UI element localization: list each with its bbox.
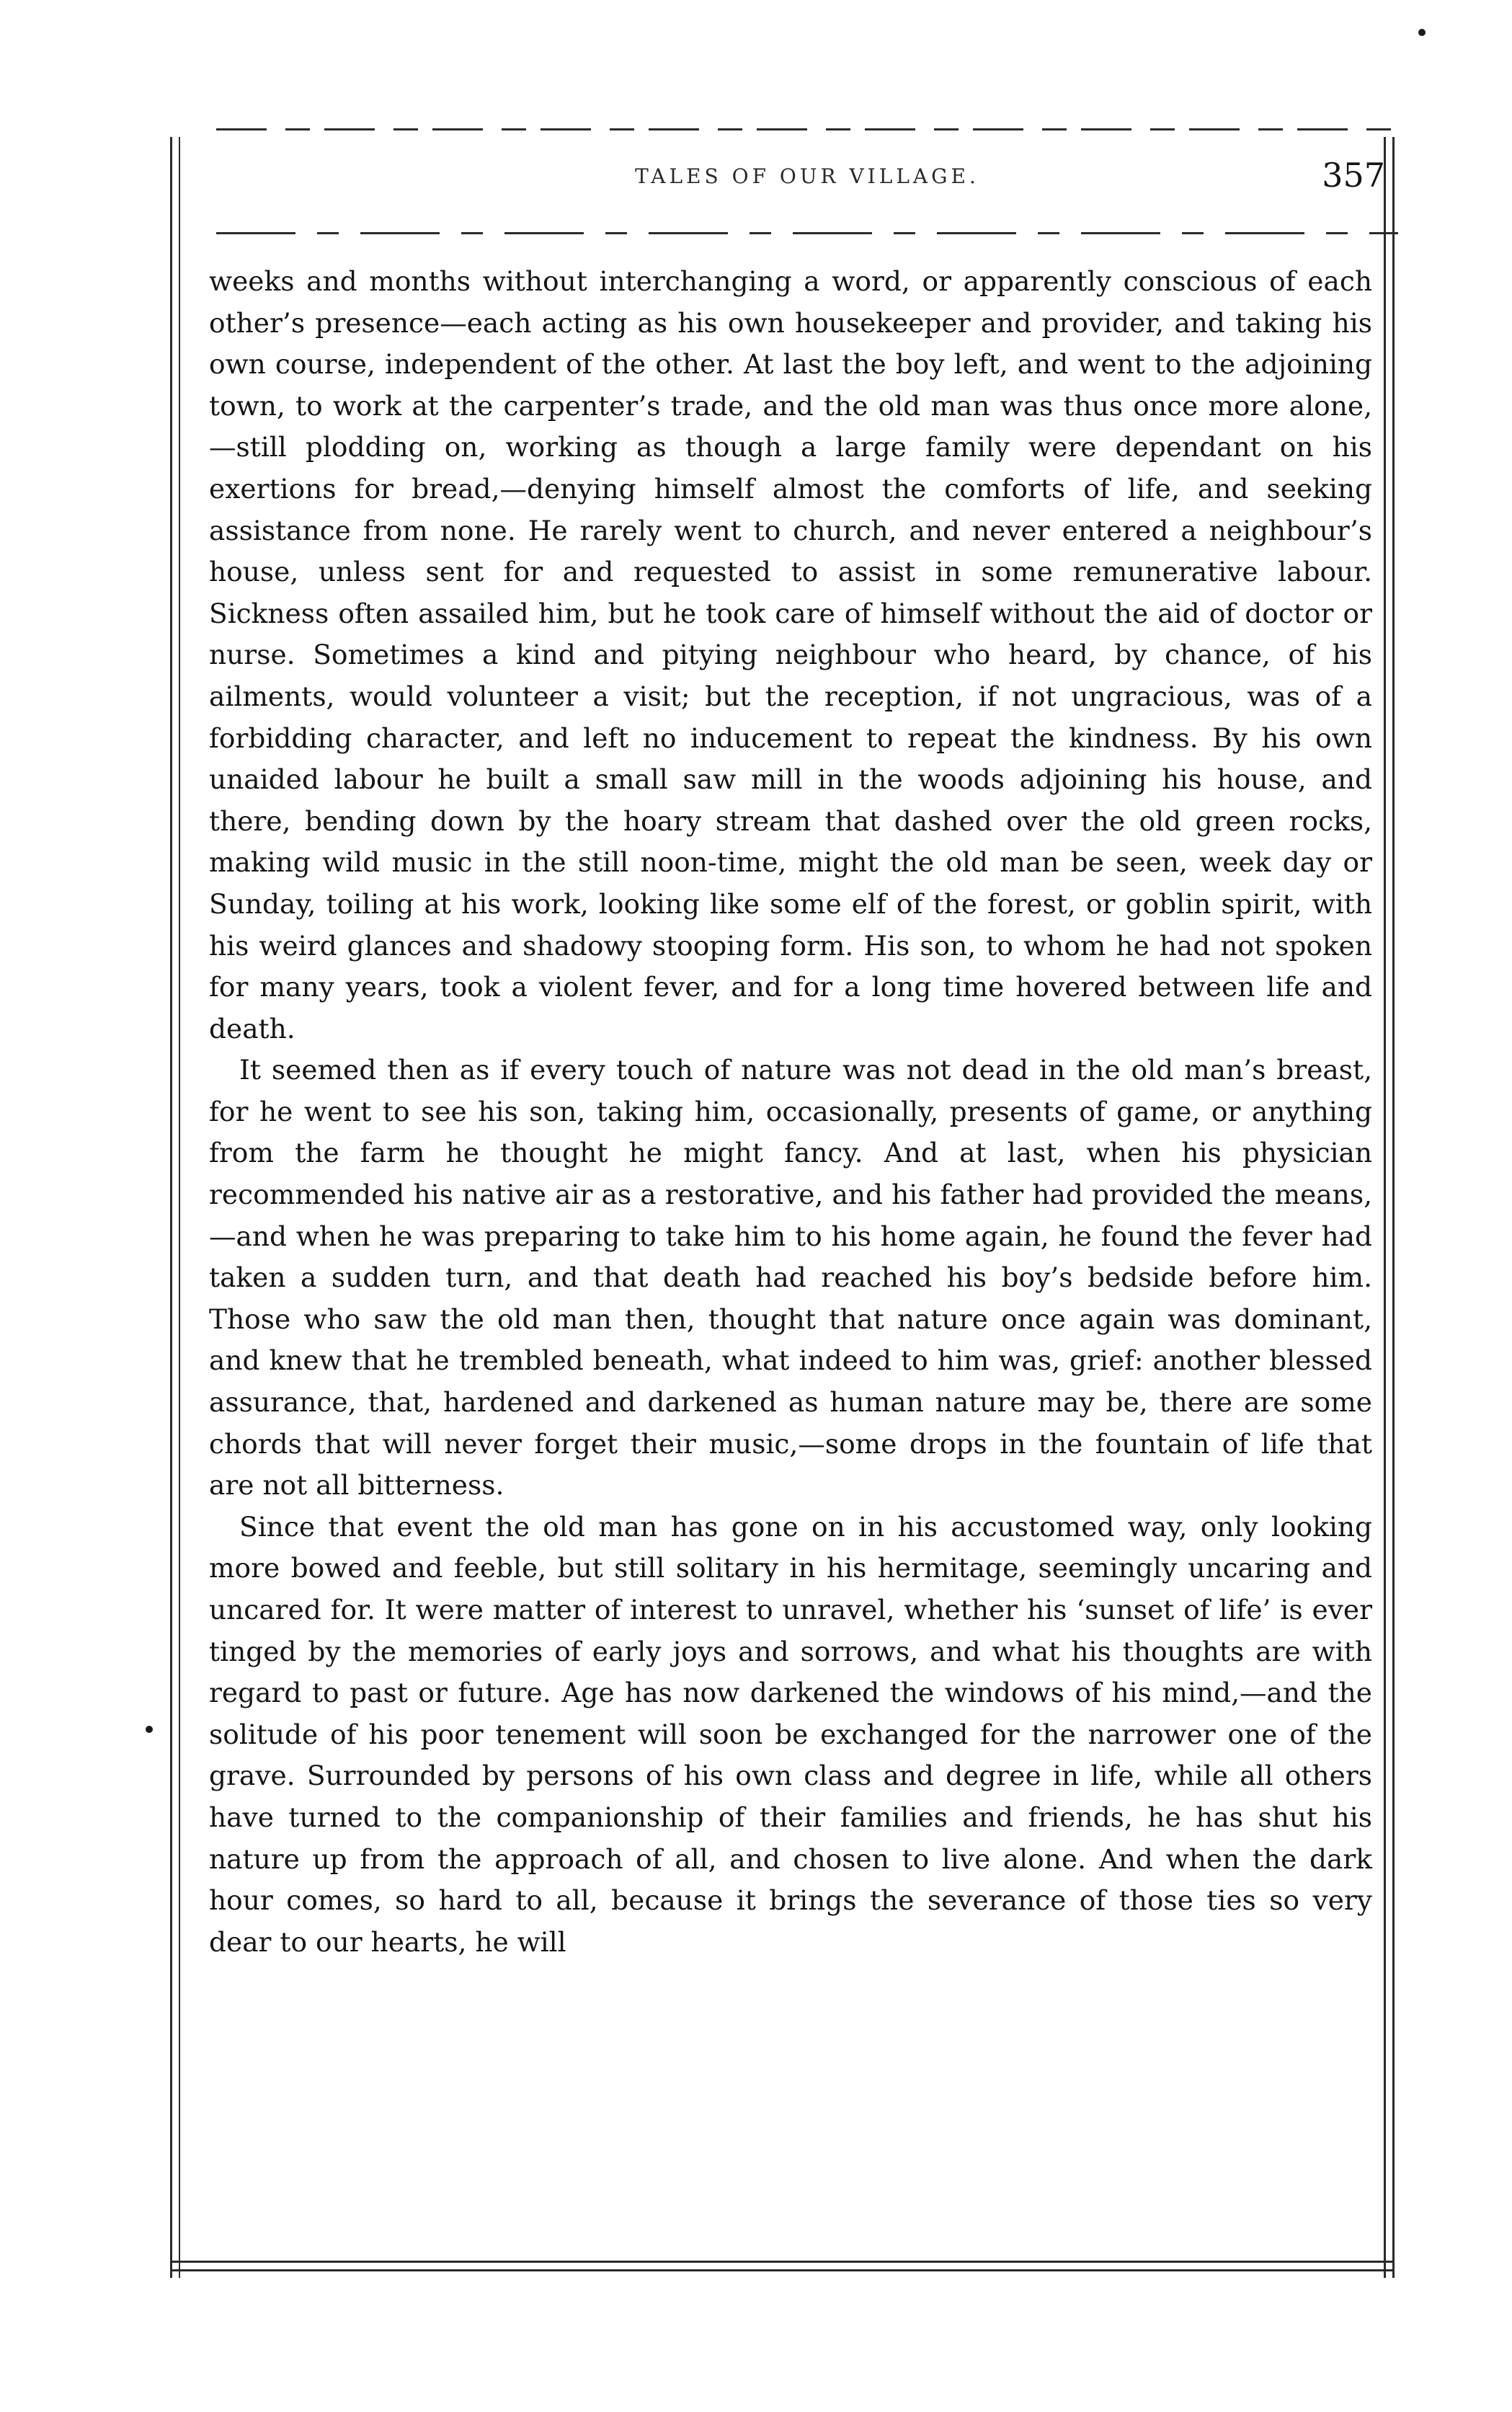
paragraph: Since that event the old man has gone on in his accustomed way, only looking more bowed and feeble, but still solitary in his hermitage, seemingly uncaring and uncared for. It were matter of interest to unravel, whether his ‘sunset of life’ is ever tinged by the memories of early joys and sorrows, and what his thoughts are with regard to past or future. Age has now darkened the windows of his mind,—and the solitude of his poor tenement will soon be exchanged for the narrower one of the grave. Surrounded by persons of his own class and degree in life, while all others have turned to the companionship of their families and friends, he has shut his nature up from the approach of all, and chosen to live alone. And when the dark hour comes, so hard to all, because it brings the severance of those ties so very dear to our hearts, he will [209, 1510, 1372, 1958]
page-number: 357 [1322, 156, 1385, 195]
left-border-rule [170, 137, 172, 2278]
running-head [216, 151, 1398, 216]
right-inner-border-rule [1384, 137, 1386, 2278]
paragraph: It seemed then as if every touch of nature was not dead in the old man’s breast, for he went to see his son, taking him, occasionally, presents of game, or anything from the farm he thought he might fancy. And at last, when his physician recommended his native air as a restorative, and his father had provided the means,—and when he was preparing to take him to his home again, he found the fever had taken a sudden turn, and that death had reached his boy’s bedside before him. Those who saw the old man then, thought that nature once again was dominant, and knew that he trembled beneath, what indeed to him was, grief: another blessed assurance, that, hardened and darkened as human nature may be, there are some chords that will never forget their music,—some drops in the fountain of life that are not all bitterness. [209, 1054, 1372, 1502]
left-inner-border-rule [179, 137, 180, 2278]
bottom-border-rule [170, 2269, 1395, 2271]
bottom-inner-border-rule [170, 2261, 1395, 2263]
header-top-rule [216, 128, 1398, 130]
right-border-rule [1392, 137, 1395, 2278]
print-speck [1418, 29, 1426, 36]
paragraph-continued: weeks and months without interchanging a word, or apparently conscious of each other’s presence—each acting as his own housekeeper and provider, and taking his own course, independent of the other. At last the boy left, and went to the adjoining town, to work at the carpenter’s trade, and the old man was thus once more alone,—still plodding on, working as though a large family were dependant on his exertions for bread,—denying himself almost the comforts of life, and seeking assistance from none. He rarely went to church, and never entered a neighbour’s house, unless sent for and requested to assist in some remunerative labour. Sickness often assailed him, but he took care of himself without the aid of doctor or nurse. Sometimes a kind and pitying neighbour who heard, by chance, of his ailments, would volunteer a visit; but the reception, if not ungracious, was of a forbidding character, and left no inducement to repeat the kindness. By his own unaided labour he built a small saw mill in the woods adjoining his house, and there, bending down by the hoary stream that dashed over the old green rocks, making wild music in the still noon-time, might the old man be seen, week day or Sunday, toiling at his work, looking like some elf of the forest, or goblin spirit, with his weird glances and shadowy stooping form. His son, to whom he had not spoken for many years, took a violent fever, and for a long time hovered between life and death. [209, 265, 1372, 1045]
body-text [209, 261, 1372, 1963]
header-bottom-rule [216, 232, 1398, 234]
running-title: TALES OF OUR VILLAGE. [635, 164, 979, 188]
print-speck [146, 1726, 153, 1733]
